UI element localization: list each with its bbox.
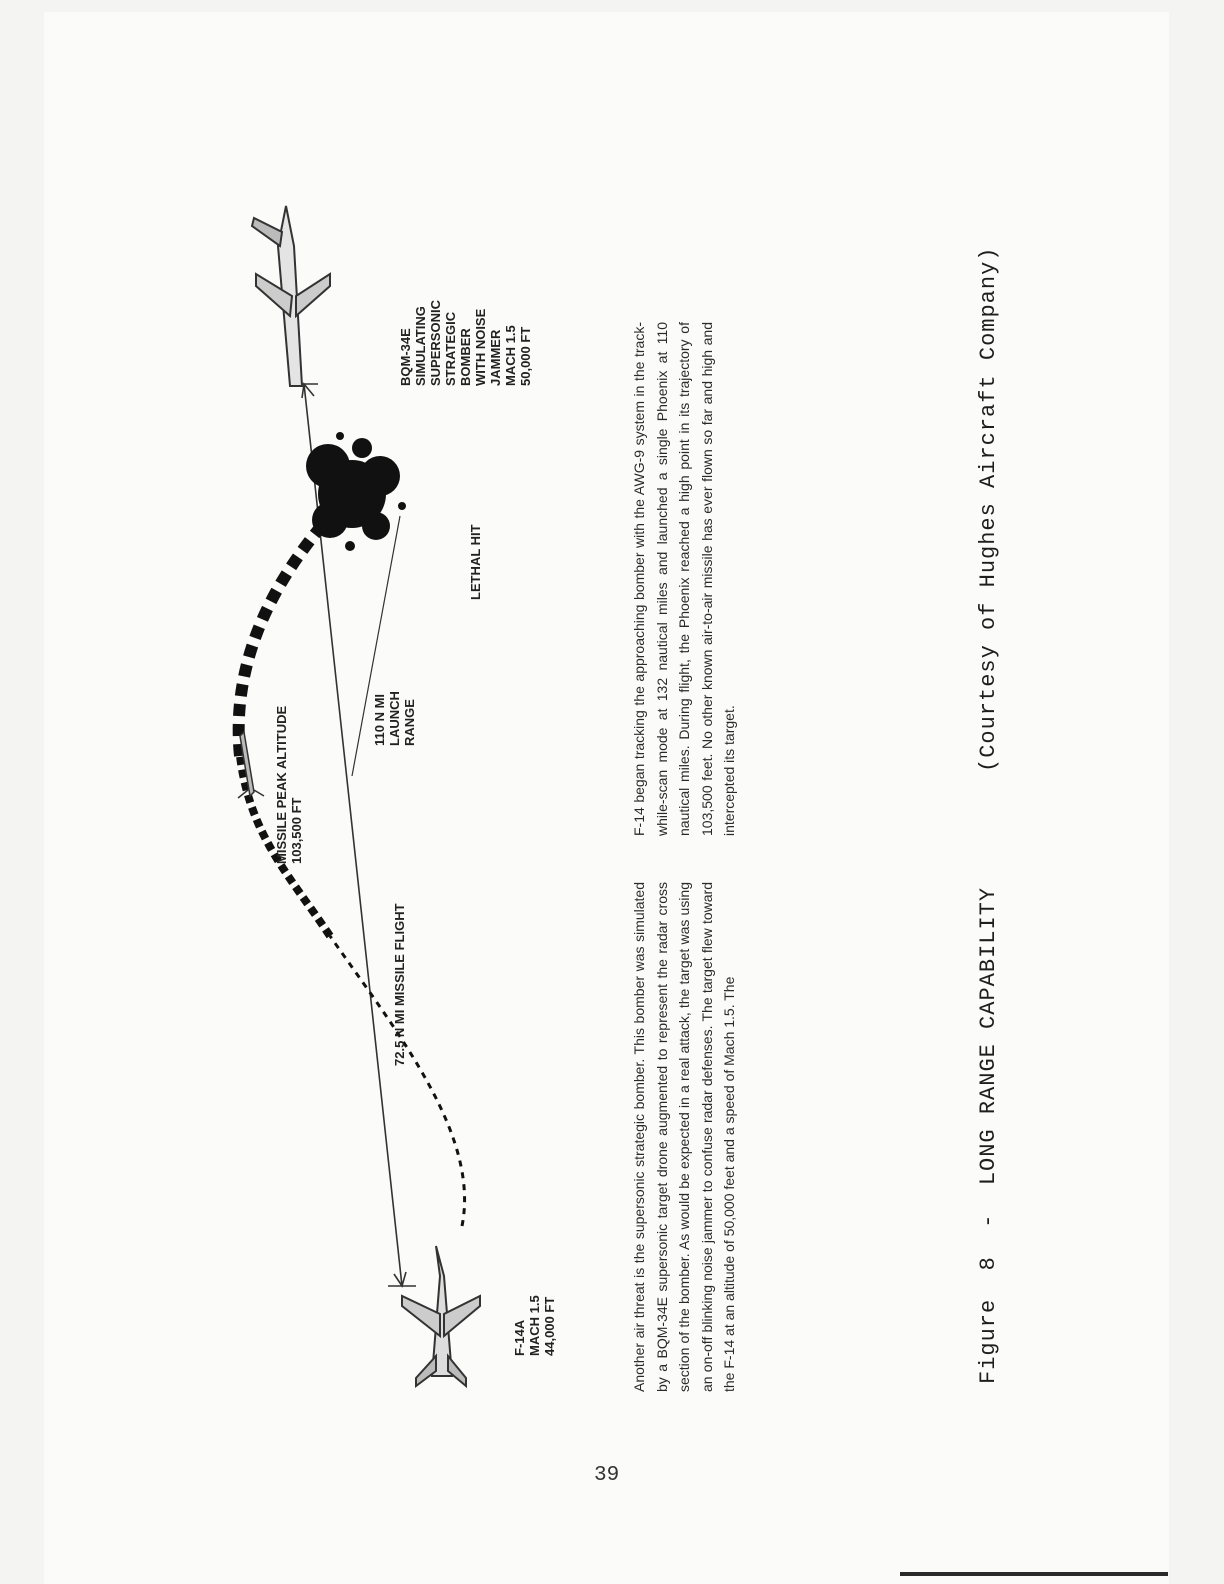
courtesy-caption: (Courtesy of Hughes Aircraft Company) [976,246,1001,772]
lethal-hit-label: LETHAL HIT [468,524,483,600]
bqm34e-drone-icon [252,206,330,386]
body-column-right: F-14 began tracking the approaching bomber with the AWG-9 system in the track-while-scan mode at 132 nautical miles and launched a single Phoenix at 110 nautical miles. During flight, the Phoenix reached a high point in its trajectory of 103,500 feet. No other known air-to-air missile has ever flown so far and high and intercepted its target. [631,322,737,836]
f14-aircraft-icon [402,1246,480,1386]
f14-label: F-14A MACH 1.5 44,000 FT [512,1295,557,1356]
missile-flight-label: 72.5 N MI MISSILE FLIGHT [392,903,407,1066]
bomber-label: BQM-34E SIMULATING SUPERSONIC STRATEGIC BOMBER WITH NOISE JAMMER MACH 1.5 50,000 FT [398,300,533,386]
page-number: 39 [594,1464,620,1487]
explosion-icon [306,432,406,551]
launch-range-label: 110 N MI LAUNCH RANGE [372,691,417,746]
body-column-left: Another air threat is the supersonic strategic bomber. This bomber was simulated by a BQM-34E supersonic target drone augmented to represent the radar cross section of the bomber. As would be expected in a real attack, the target was using an on-off blinking noise jammer to confuse radar defenses. The target flew toward the F-14 at an altitude of 50,000 feet and a speed of Mach 1.5. The [631,882,737,1392]
phoenix-missile-icon [238,732,264,798]
peak-altitude-label: MISSILE PEAK ALTITUDE 103,500 FT [274,705,304,864]
figure-caption: Figure 8 - LONG RANGE CAPABILITY [976,886,1001,1384]
scan-edge-rule [900,1572,1168,1576]
rotated-figure-block [140,172,1024,1396]
missile-flight-path [239,516,465,1226]
